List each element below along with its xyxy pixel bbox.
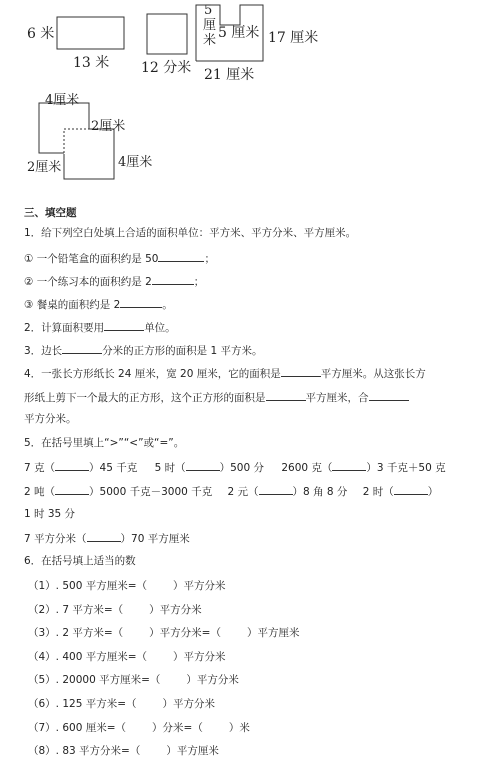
q4-line-2 — [24, 389, 409, 405]
answer-blank[interactable] — [147, 578, 173, 589]
q1-item-1-suffix: ； — [204, 253, 215, 265]
q6-item-text: ）平方分米 — [162, 698, 216, 710]
q6-item — [28, 743, 219, 758]
q6-item-text: ）平方厘米 — [246, 627, 300, 640]
q6-item — [28, 696, 215, 711]
q5-item-tail: ）45 千克 — [89, 462, 138, 474]
overlap-left-label: 2厘米 — [27, 160, 62, 175]
q6-item-text: ）平方分米=（ — [149, 627, 221, 640]
q5-item-tail: ）8 角 8 分 — [292, 486, 348, 498]
q6-item-text: （3）. 2 平方米=（ — [28, 627, 124, 640]
q1-item-2 — [24, 273, 204, 289]
q6-item-text: ）平方分米 — [186, 674, 239, 687]
q1-item-2-suffix: ； — [193, 276, 205, 288]
q5-item-tail: ）500 分 — [219, 462, 264, 474]
answer-blank[interactable] — [137, 696, 163, 707]
q5-stem: 5．在括号里填上“>”“<”或“=”。 — [24, 437, 185, 449]
q5-item-text: 2 吨（ — [24, 486, 56, 498]
answer-blank[interactable] — [186, 459, 220, 471]
answer-blank[interactable] — [160, 672, 186, 683]
notch-width-label: 5 厘米 — [218, 25, 260, 41]
overlap-top-label: 4厘米 — [45, 93, 80, 108]
q5-item-text: 5 时（ — [154, 462, 186, 474]
q3-text: 3．边长 — [24, 345, 63, 357]
q6-item — [28, 625, 299, 640]
q6-item-text: ）平方分米 — [173, 650, 226, 663]
q1-item-2-text: ② 一个练习本的面积约是 2 — [24, 276, 152, 288]
answer-blank[interactable] — [62, 342, 102, 354]
answer-blank[interactable] — [394, 483, 428, 495]
q5-item-text: 7 平方分米（ — [24, 533, 87, 545]
answer-blank[interactable] — [259, 483, 293, 495]
q3 — [24, 342, 263, 358]
square-side-label: 12 分米 — [141, 60, 192, 76]
answer-blank[interactable] — [104, 319, 144, 331]
q6-item-text: （1）. 500 平方厘米=（ — [28, 580, 148, 592]
section-title: 三、填空题 — [24, 207, 77, 219]
q6-item-text: （5）. 20000 平方厘米=（ — [28, 674, 161, 687]
answer-blank[interactable] — [332, 459, 366, 471]
q5-item-text: 2600 克（ — [281, 462, 333, 474]
q5-row-3: 1 时 35 分 — [24, 508, 76, 520]
q6-item-text: （6）. 125 平方米=（ — [28, 698, 137, 710]
q4-line-1-tail: 平方厘米。从这张长方 — [320, 368, 426, 380]
q2-suffix: 单位。 — [144, 322, 176, 334]
q3-suffix: 分米的正方形的面积是 1 平方米。 — [102, 345, 263, 357]
q5-item-text: 7 克（ — [24, 462, 56, 474]
notch-label-2: 厘 — [203, 18, 217, 33]
q5-row-1 — [24, 459, 446, 475]
q2 — [24, 319, 176, 335]
q1-item-3-text: ③ 餐桌的面积约是 2 — [24, 299, 121, 311]
q6-item — [28, 602, 202, 617]
rect-width-label: 13 米 — [73, 55, 110, 71]
q5-item-tail: ）5000 千克－3000 千克 — [89, 486, 213, 498]
q6-item — [28, 720, 250, 735]
overlap-inner-label: 2厘米 — [91, 119, 126, 134]
answer-blank[interactable] — [55, 459, 89, 471]
q5-item-tail: ）3 千克＋50 克 — [366, 462, 446, 474]
q4-line-3: 平方分米。 — [24, 413, 77, 425]
q6-item — [28, 649, 226, 664]
q1-item-3-suffix: 。 — [162, 299, 173, 311]
answer-blank[interactable] — [87, 530, 121, 542]
q6-item-text: （4）. 400 平方厘米=（ — [28, 650, 148, 663]
q5-row-4 — [24, 530, 190, 546]
answer-blank[interactable] — [266, 389, 306, 401]
q4-line-1-text: 4．一张长方形纸长 24 厘米，宽 20 厘米，它的面积是 — [24, 368, 281, 380]
q1-item-1-text: ① 一个铅笔盒的面积约是 50 — [24, 253, 159, 265]
answer-blank[interactable] — [120, 296, 162, 308]
q1-item-1 — [24, 250, 215, 266]
answer-blank[interactable] — [158, 250, 204, 262]
q1-stem: 1．给下列空白处填上合适的面积单位：平方米、平方分米、平方厘米。 — [24, 227, 357, 239]
q6-item-text: （7）. 600 厘米=（ — [28, 721, 127, 734]
rectangle-figure — [57, 17, 124, 49]
notch-label-1: 5 — [204, 3, 213, 18]
square-b-figure — [64, 129, 114, 179]
answer-blank[interactable] — [126, 720, 152, 731]
answer-blank[interactable] — [55, 483, 89, 495]
answer-blank[interactable] — [281, 365, 321, 377]
rect-height-label: 6 米 — [27, 26, 55, 42]
answer-blank[interactable] — [152, 273, 194, 285]
square-figure — [147, 14, 187, 54]
overlap-right-label: 4厘米 — [118, 155, 153, 170]
q5-row-2 — [24, 483, 438, 499]
notched-height-label: 17 厘米 — [268, 30, 319, 46]
q5-item-tail: ） — [427, 486, 439, 498]
answer-blank[interactable] — [369, 389, 409, 401]
q6-item — [28, 672, 239, 687]
q6-item — [28, 578, 226, 593]
answer-blank[interactable] — [123, 625, 149, 636]
q6-item-text: ）平方分米 — [149, 603, 202, 616]
q4-line-2-text: 形纸上剪下一个最大的正方形，这个正方形的面积是 — [24, 392, 266, 404]
q6-item-text: ）分米=（ — [152, 721, 203, 734]
q4-line-2-tail: 平方厘米，合 — [305, 392, 369, 404]
q6-item-text: ）平方分米 — [173, 580, 226, 592]
answer-blank[interactable] — [123, 602, 149, 613]
q5-item-text: 2 时（ — [362, 486, 394, 498]
q2-text: 2．计算面积要用 — [24, 322, 105, 334]
q1-item-3 — [24, 296, 173, 312]
q6-item-text: ）米 — [228, 721, 250, 734]
q5-item-tail: ）70 平方厘米 — [120, 533, 190, 545]
q6-stem: 6．在括号填上适当的数 — [24, 555, 136, 567]
q4-line-1 — [24, 365, 426, 381]
notched-width-label: 21 厘米 — [204, 67, 255, 83]
answer-blank[interactable] — [221, 625, 247, 636]
answer-blank[interactable] — [203, 720, 229, 731]
answer-blank[interactable] — [140, 743, 166, 754]
notch-label-3: 米 — [203, 33, 217, 48]
q6-item-text: （2）. 7 平方米=（ — [28, 603, 124, 616]
q6-item-text: ）平方厘米 — [166, 745, 219, 758]
q5-item-text: 2 元（ — [227, 486, 259, 498]
q6-item-text: （8）. 83 平方分米=（ — [28, 745, 141, 758]
answer-blank[interactable] — [147, 649, 173, 660]
